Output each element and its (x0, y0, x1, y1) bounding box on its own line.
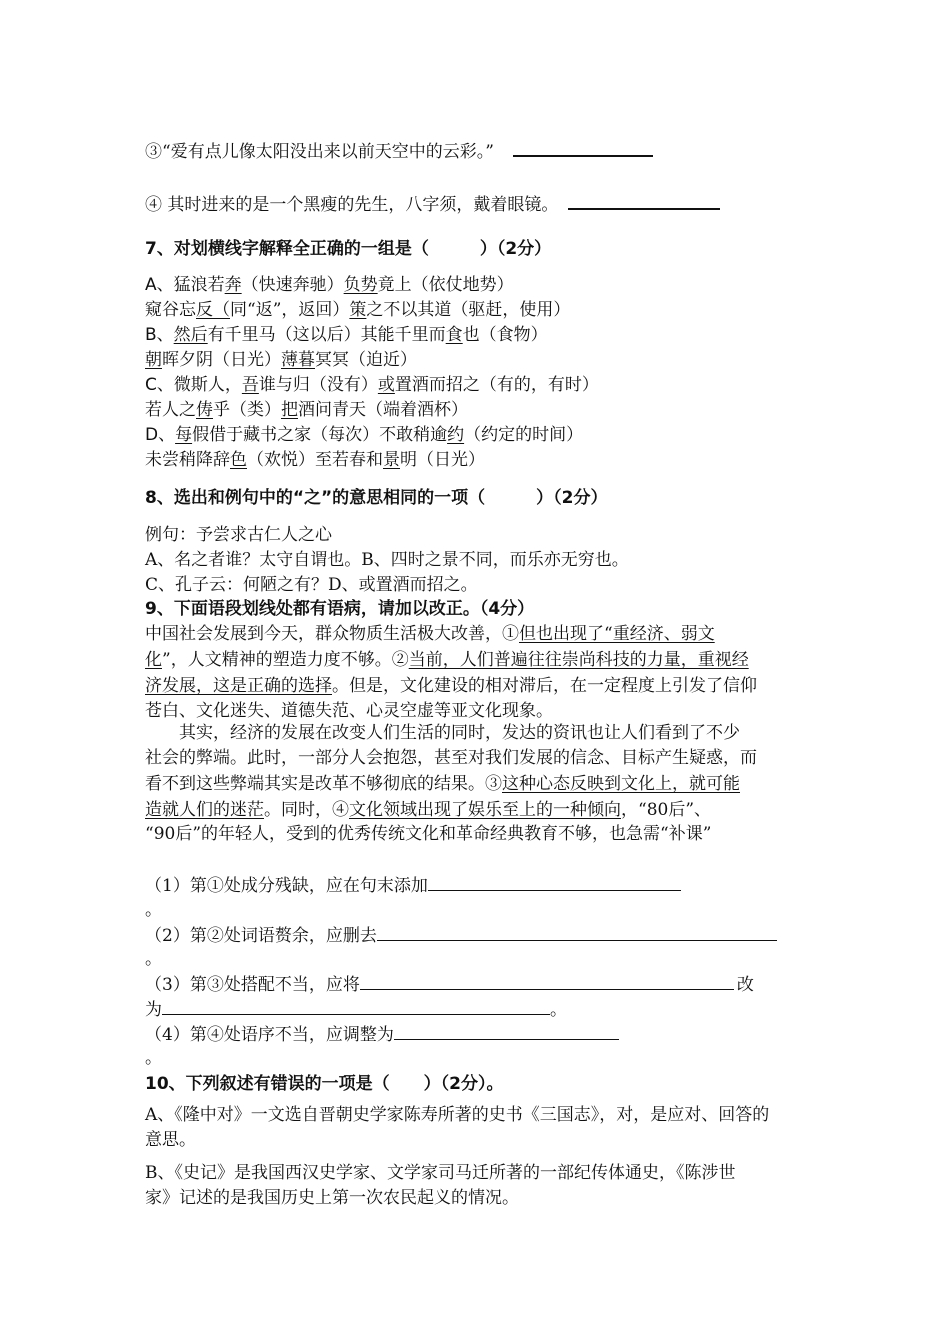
q7-option-a-line2: 窥谷忘反（同“返”，返回）策之不以其道（驱赶，使用） (145, 300, 571, 320)
q9-sub4-end: 。 (145, 1048, 162, 1068)
q7-title: 7、对划横线字解释全正确的一组是（ ）（2分） (145, 239, 552, 259)
q7-option-c-line2: 若人之俦乎（类）把酒问青天（端着酒杯） (145, 400, 468, 420)
q9-passage-line1: 中国社会发展到今天，群众物质生活极大改善，①但也出现了“重经济、弱文 (145, 624, 715, 644)
q7-option-c-line1: C、微斯人，吾谁与归（没有）或置酒而招之（有的，有时） (145, 375, 599, 395)
q10-option-a-line1: A、《隆中对》一文选自晋朝史学家陈寿所著的史书《三国志》，对，是应对、回答的 (145, 1105, 770, 1125)
q9-passage-line8: 造就人们的迷茫。同时，④文化领域出现了娱乐至上的一种倾向，“80后”、 (145, 800, 712, 820)
q10-title: 10、下列叙述有错误的一项是（ ）（2分）。 (145, 1074, 504, 1094)
answer-blank[interactable] (360, 972, 734, 990)
q9-sub4: （4）第④处语序不当，应调整为 (145, 1022, 619, 1046)
q6-item-4-text: ④ 其时进来的是一个黑瘦的先生，八字须，戴着眼镜。 (145, 195, 559, 215)
q9-passage-line2: 化”，人文精神的塑造力度不够。②当前，人们普遍往往崇尚科技的力量，重视经 (145, 650, 749, 670)
q9-title: 9、下面语段划线处都有语病，请加以改正。（4分） (145, 599, 535, 619)
q8-example: 例句：予尝求古仁人之心 (145, 525, 332, 545)
q9-sub3: （3）第③处搭配不当，应将 改 (145, 972, 754, 996)
q9-passage-line7: 看不到这些弊端其实是改革不够彻底的结果。③这种心态反映到文化上，就可能 (145, 774, 740, 794)
q9-passage-line6: 社会的弊端。此时，一部分人会抱怨，甚至对我们发展的信念、目标产生疑惑，而 (145, 748, 757, 768)
q9-sub1-end: 。 (145, 900, 162, 920)
q7-option-b-line2: 朝晖夕阴（日光）薄暮冥冥（迫近） (145, 350, 417, 370)
q8-options-cd: C、孔子云：何陋之有？D、或置酒而招之。 (145, 575, 478, 595)
q9-passage-line5: 其实，经济的发展在改变人们生活的同时，发达的资讯也让人们看到了不少 (145, 723, 740, 743)
q7-option-d-line1: D、每假借于藏书之家（每次）不敢稍逾约（约定的时间） (145, 425, 584, 445)
q7-option-d-line2: 未尝稍降辞色（欢悦）至若春和景明（日光） (145, 450, 485, 470)
answer-blank[interactable] (428, 873, 681, 891)
q8-options-ab: A、名之者谁？太守自谓也。B、四时之景不同，而乐亦无穷也。 (145, 550, 629, 570)
answer-blank[interactable] (394, 1022, 619, 1040)
q10-option-a-line2: 意思。 (145, 1130, 196, 1150)
answer-blank[interactable] (568, 191, 720, 210)
q9-sub3-line2: 为 。 (145, 997, 567, 1021)
q9-sub1: （1）第①处成分残缺，应在句末添加 (145, 873, 681, 897)
q6-item-4 (145, 191, 720, 216)
q9-sub2-end: 。 (145, 949, 162, 969)
answer-blank[interactable] (513, 138, 653, 157)
q9-passage-line4: 苍白、文化迷失、道德失范、心灵空虚等亚文化现象。 (145, 701, 553, 721)
q10-option-b-line1: B、《史记》是我国西汉史学家、文学家司马迁所著的一部纪传体通史，《陈涉世 (145, 1163, 736, 1183)
q6-item-3-text: ③“爱有点儿像太阳没出来以前天空中的云彩。” (145, 142, 494, 162)
q9-sub2: （2）第②处词语赘余，应删去 (145, 923, 777, 947)
q6-item-3 (145, 138, 653, 163)
answer-blank[interactable] (377, 923, 777, 941)
q10-option-b-line2: 家》记述的是我国历史上第一次农民起义的情况。 (145, 1188, 519, 1208)
q7-option-b-line1: B、然后有千里马（这以后）其能千里而食也（食物） (145, 325, 548, 345)
answer-blank[interactable] (162, 997, 550, 1015)
q9-passage-line9: “90后”的年轻人，受到的优秀传统文化和革命经典教育不够，也急需“补课” (145, 824, 712, 844)
q9-passage-line3: 济发展，这是正确的选择。但是，文化建设的相对滞后，在一定程度上引发了信仰 (145, 676, 757, 696)
q8-title: 8、选出和例句中的“之”的意思相同的一项（ ）（2分） (145, 488, 608, 508)
q7-option-a-line1: A、猛浪若奔（快速奔驰）负势竟上（依仗地势） (145, 275, 514, 295)
